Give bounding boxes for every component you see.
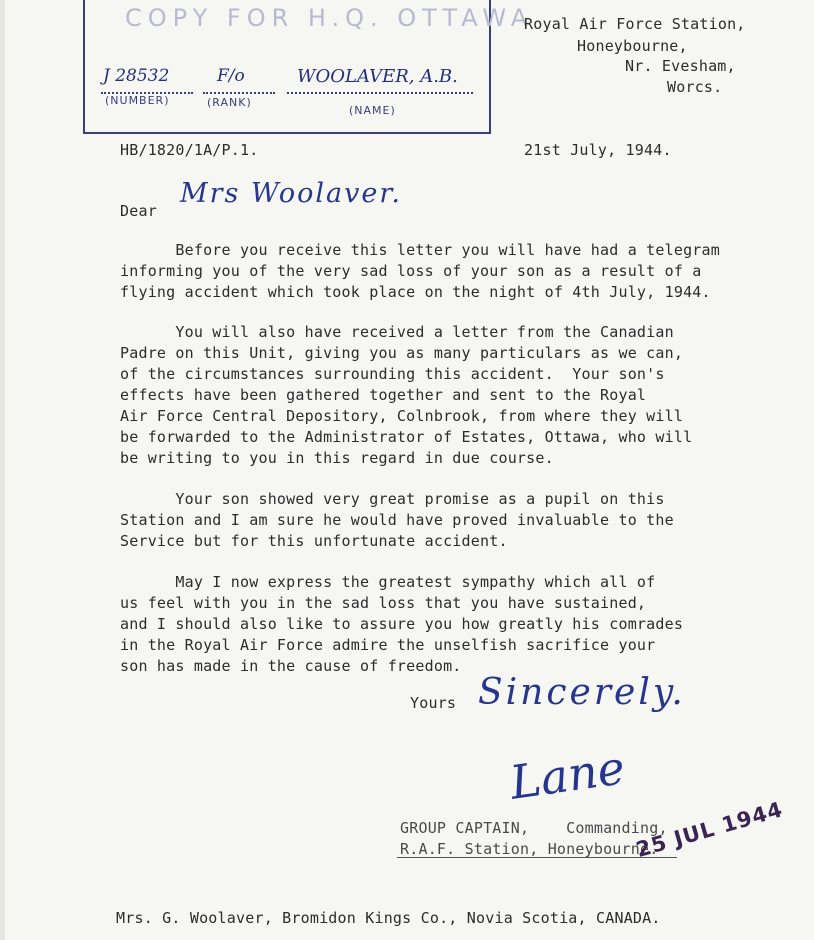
signatory-title: GROUP CAPTAIN, Commanding,	[400, 819, 668, 837]
stamp-rank-line	[203, 92, 275, 94]
body-line: son has made in the cause of freedom.	[120, 657, 462, 675]
signature: Lane	[506, 740, 629, 810]
body-line: flying accident which took place on the night of 4th July, 1944.	[120, 283, 711, 301]
record-stamp	[83, 0, 534, 134]
stamp-name-line	[287, 92, 473, 94]
stamp-header: COPY FOR H.Q. OTTAWA	[125, 4, 534, 32]
body-line: us feel with you in the sad loss that you have sustained,	[120, 594, 647, 612]
stamp-name-value: WOOLAVER, A.B.	[297, 66, 458, 87]
closing: Yours	[410, 694, 457, 712]
page-edge	[0, 0, 5, 940]
body-line: Station and I am sure he would have proved invaluable to the	[120, 511, 674, 529]
salutation: Dear	[120, 202, 157, 220]
address-line-2: Honeybourne,	[577, 37, 688, 55]
body-line: be writing to you in this regard in due course.	[120, 449, 554, 467]
body-line: in the Royal Air Force admire the unselfish sacrifice your	[120, 636, 656, 654]
body-line: May I now express the greatest sympathy which all of	[120, 573, 656, 591]
closing-handwritten: Sincerely.	[478, 672, 686, 713]
body-line: Air Force Central Depository, Colnbrook, from where they will	[120, 407, 684, 425]
address-line-1: Royal Air Force Station,	[524, 15, 746, 33]
stamp-number-value: J 28532	[103, 66, 170, 86]
body-line: Your son showed very great promise as a pupil on this	[120, 490, 665, 508]
body-line: Service but for this unfortunate accident.	[120, 532, 508, 550]
received-date-stamp: 25 JUL 1944	[633, 797, 786, 862]
address-line-4: Worcs.	[667, 78, 723, 96]
body-line: be forwarded to the Administrator of Estates, Ottawa, who will	[120, 428, 693, 446]
body-line: informing you of the very sad loss of your son as a result of a	[120, 262, 702, 280]
address-line-3: Nr. Evesham,	[625, 57, 736, 75]
stamp-name-caption: (NAME)	[349, 104, 396, 117]
body-line: effects have been gathered together and sent to the Royal	[120, 386, 647, 404]
stamp-rank-value: F/o	[217, 66, 245, 86]
recipient-address: Mrs. G. Woolaver, Bromidon Kings Co., Novia Scotia, CANADA.	[116, 909, 661, 927]
reference-number: HB/1820/1A/P.1.	[120, 141, 259, 159]
letter-date: 21st July, 1944.	[524, 141, 672, 159]
body-line: of the circumstances surrounding this accident. Your son's	[120, 365, 665, 383]
body-line: Before you receive this letter you will have had a telegram	[120, 241, 720, 259]
salutation-name-handwritten: Mrs Woolaver.	[180, 178, 402, 209]
body-line: and I should also like to assure you how greatly his comrades	[120, 615, 684, 633]
stamp-number-caption: (NUMBER)	[105, 94, 170, 107]
signatory-underline	[397, 857, 677, 858]
body-line: Padre on this Unit, giving you as many particulars as we can,	[120, 344, 684, 362]
stamp-rank-caption: (RANK)	[207, 96, 252, 109]
signatory-station: R.A.F. Station, Honeybourne.	[400, 840, 659, 858]
body-line: You will also have received a letter from the Canadian	[120, 323, 674, 341]
